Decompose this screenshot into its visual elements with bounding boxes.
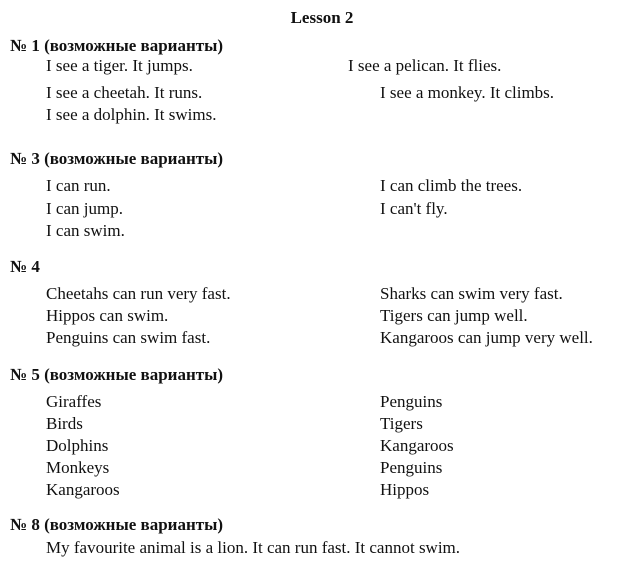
section-5-right-line-4: Penguins: [380, 458, 443, 477]
section-5-left-line-4: Monkeys: [46, 458, 110, 477]
section-1-right-line-2: I see a monkey. It climbs.: [380, 83, 555, 102]
section-1-right-line-1: I see a pelican. It flies.: [348, 56, 502, 75]
section-5-right-line-2: Tigers: [380, 414, 423, 433]
section-4-heading: № 4: [10, 257, 40, 276]
section-3-right-line-2: I can't fly.: [380, 199, 448, 218]
section-1-left-line-1: I see a tiger. It jumps.: [46, 56, 193, 75]
section-5-left-line-5: Kangaroos: [46, 480, 120, 499]
section-4-left-line-3: Penguins can swim fast.: [46, 328, 211, 347]
section-4-left-line-1: Cheetahs can run very fast.: [46, 284, 231, 303]
section-3-left-line-2: I can jump.: [46, 199, 123, 218]
section-4-right-line-2: Tigers can jump well.: [380, 306, 528, 325]
section-3-left-line-1: I can run.: [46, 176, 111, 195]
section-4-left-line-2: Hippos can swim.: [46, 306, 169, 325]
section-5-heading: № 5 (возможные варианты): [10, 365, 224, 384]
section-5-left-line-2: Birds: [46, 414, 83, 433]
section-5-right-line-3: Kangaroos: [380, 436, 454, 455]
section-8-line-1: My favourite animal is a lion. It can run fast. It cannot swim.: [46, 538, 461, 557]
section-5-left-line-1: Giraffes: [46, 392, 102, 411]
section-1-heading: № 1 (возможные варианты): [10, 36, 224, 55]
section-4-right-line-1: Sharks can swim very fast.: [380, 284, 563, 303]
section-4-right-line-3: Kangaroos can jump very well.: [380, 328, 593, 347]
section-3-right-line-1: I can climb the trees.: [380, 176, 523, 195]
section-1-left-line-3: I see a dolphin. It swims.: [46, 105, 217, 124]
section-3-heading: № 3 (возможные варианты): [10, 149, 224, 168]
section-1-left-line-2: I see a cheetah. It runs.: [46, 83, 203, 102]
section-5-left-line-3: Dolphins: [46, 436, 109, 455]
section-3-left-line-3: I can swim.: [46, 221, 125, 240]
section-5-right-line-1: Penguins: [380, 392, 443, 411]
section-8-heading: № 8 (возможные варианты): [10, 515, 224, 534]
lesson-title: Lesson 2: [290, 8, 354, 27]
section-5-right-line-5: Hippos: [380, 480, 430, 499]
